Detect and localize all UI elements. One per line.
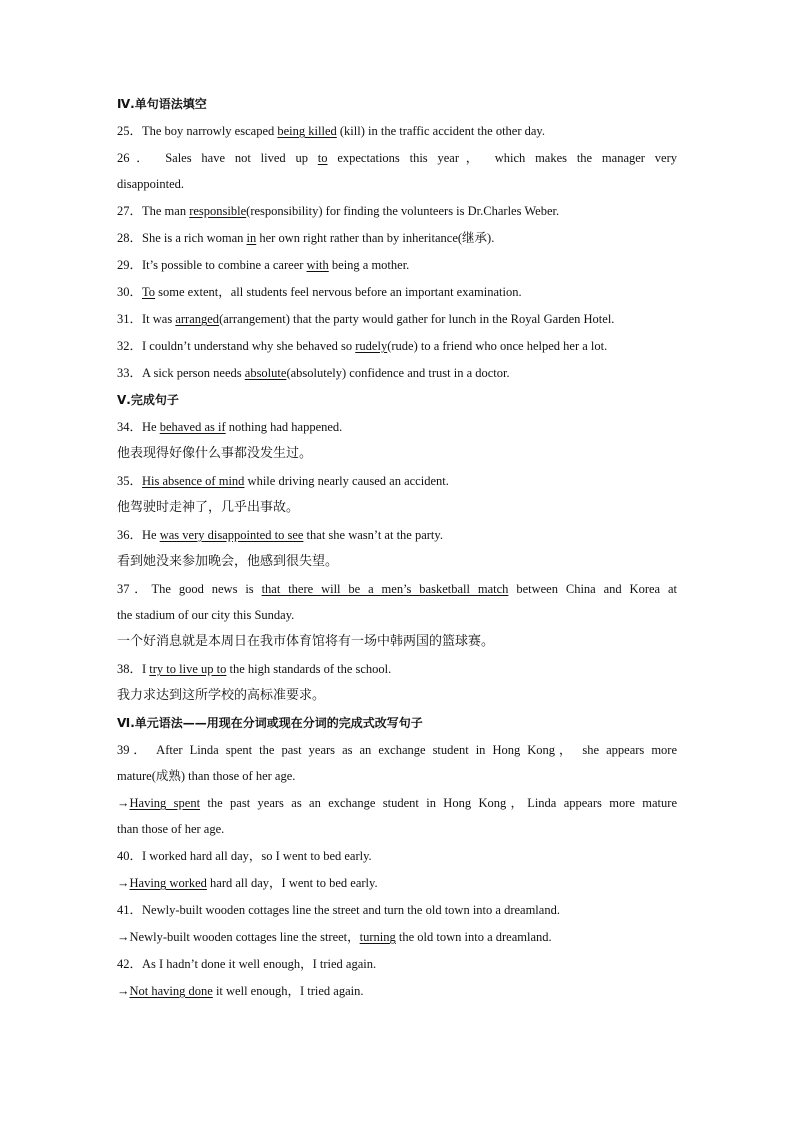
- answer-27: responsible: [189, 204, 247, 218]
- question-30: 30．To some extent，all students feel nervous before an important examination.: [117, 285, 522, 299]
- answer-36: was very disappointed to see: [159, 528, 304, 542]
- question-40: 40．I worked hard all day，so I went to bed early.: [117, 849, 372, 863]
- translation-35: 他驾驶时走神了，几乎出事故。: [117, 500, 300, 515]
- question-26-cont: disappointed.: [117, 177, 185, 191]
- translation-34: 他表现得好像什么事都没发生过。: [117, 446, 313, 461]
- answer-29: with: [306, 258, 329, 272]
- question-36: 36．He was very disappointed to see that she wasn’t at the party.: [117, 528, 443, 542]
- question-38: 38．I try to live up to the high standards of the school.: [117, 662, 392, 676]
- question-27: 27．The man responsible(responsibility) for finding the volunteers is Dr.Charles Weber.: [117, 204, 560, 218]
- question-42: 42．As I hadn’t done it well enough，I tried again.: [117, 957, 377, 971]
- answer-31: arranged: [175, 312, 220, 326]
- translation-36: 看到她没来参加晚会，他感到很失望。: [117, 554, 339, 569]
- exercise-content: [117, 94, 677, 1008]
- question-41: 41．Newly-built wooden cottages line the street and turn the old town into a dreamland.: [117, 903, 560, 917]
- question-39: 39． After Linda spent the past years as an exchange student in Hong Kong， she appears more: [117, 743, 677, 757]
- answer-35: His absence of mind: [142, 474, 245, 488]
- question-37-cont: the stadium of our city this Sunday.: [117, 608, 295, 622]
- section-heading-5: Ⅴ.完成句子: [117, 393, 179, 407]
- answer-33: absolute: [244, 366, 287, 380]
- answer-30: To: [142, 285, 156, 299]
- question-34: 34．He behaved as if nothing had happened.: [117, 420, 343, 434]
- translation-37: 一个好消息就是本周日在我市体育馆将有一场中韩两国的篮球赛。: [117, 634, 495, 649]
- question-25: 25．The boy narrowly escaped being killed (kill) in the traffic accident the other day.: [117, 124, 545, 138]
- question-39-cont: mature(成熟) than those of her age.: [117, 769, 296, 783]
- rewrite-39-cont: than those of her age.: [117, 822, 225, 836]
- question-26: 26． Sales have not lived up to expectations this year， which makes the manager very: [117, 151, 677, 165]
- answer-34: behaved as if: [159, 420, 226, 434]
- rewrite-42: →Not having done it well enough，I tried again.: [117, 984, 364, 998]
- answer-39: Having spent: [129, 796, 201, 810]
- section-heading-6: Ⅵ.单元语法——用现在分词或现在分词的完成式改写句子: [117, 716, 423, 730]
- question-29: 29．It’s possible to combine a career with being a mother.: [117, 258, 410, 272]
- translation-38: 我力求达到这所学校的高标准要求。: [117, 688, 326, 703]
- question-28: 28．She is a rich woman in her own right rather than by inheritance(继承).: [117, 231, 495, 245]
- answer-38: try to live up to: [149, 662, 227, 676]
- question-32: 32．I couldn’t understand why she behaved so rudely(rude) to a friend who once helped her a lot.: [117, 339, 608, 353]
- answer-42: Not having done: [129, 984, 213, 998]
- question-37: 37．The good news is that there will be a men’s basketball match between China and Korea at: [117, 582, 677, 596]
- answer-28: in: [246, 231, 257, 245]
- answer-25: being killed: [277, 124, 337, 138]
- answer-32: rudely: [355, 339, 388, 353]
- rewrite-40: →Having worked hard all day，I went to bed early.: [117, 876, 378, 890]
- answer-37: that there will be a men’s basketball match: [261, 582, 509, 596]
- section-heading-4: Ⅳ.单句语法填空: [117, 97, 207, 111]
- question-31: 31．It was arranged(arrangement) that the party would gather for lunch in the Royal Garden Hotel.: [117, 312, 615, 326]
- question-35: 35．His absence of mind while driving nearly caused an accident.: [117, 474, 449, 488]
- answer-41: turning: [359, 930, 396, 944]
- rewrite-39: →Having spent the past years as an exchange student in Hong Kong，Linda appears more mature: [117, 796, 677, 810]
- answer-40: Having worked: [129, 876, 207, 890]
- answer-26: to: [317, 151, 328, 165]
- rewrite-41: →Newly-built wooden cottages line the street，turning the old town into a dreamland.: [117, 930, 552, 944]
- question-33: 33．A sick person needs absolute(absolutely) confidence and trust in a doctor.: [117, 366, 510, 380]
